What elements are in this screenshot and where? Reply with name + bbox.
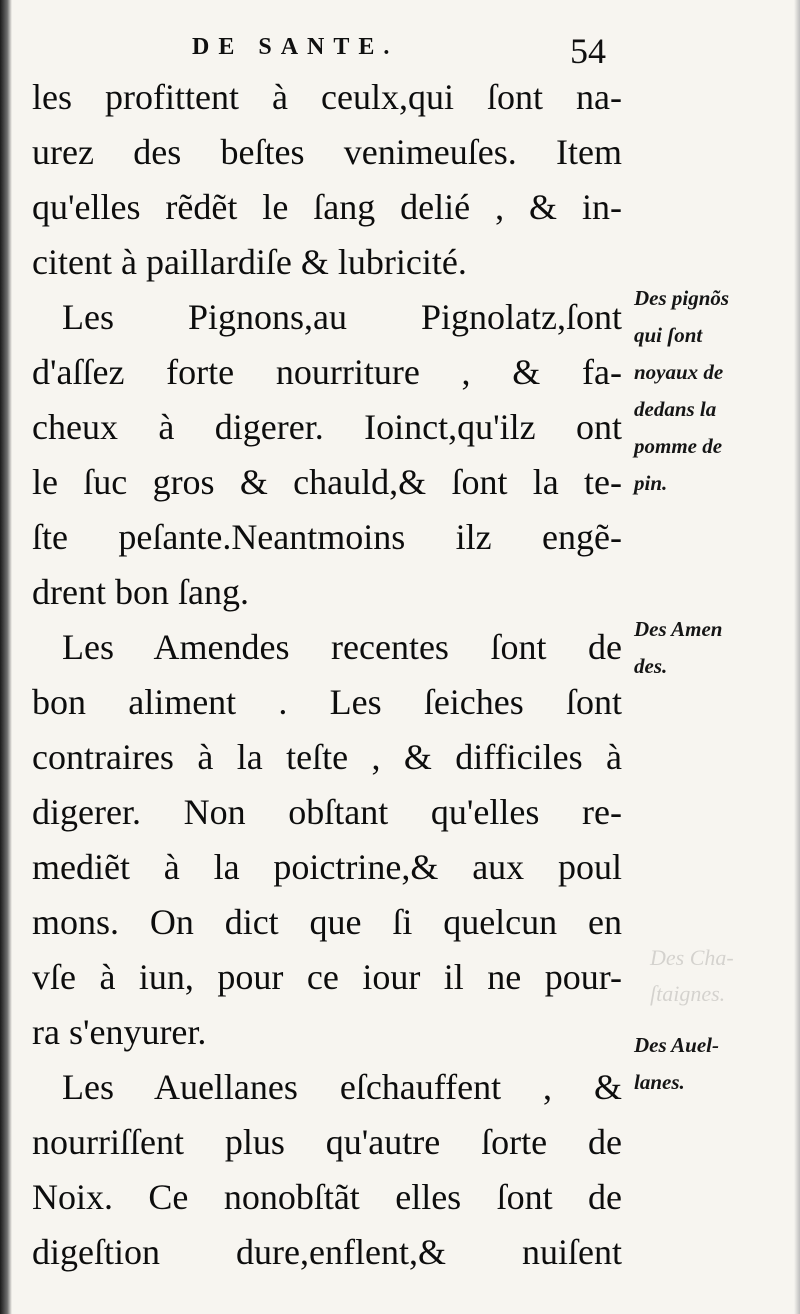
margin-note-line: Des Amen — [634, 617, 723, 641]
margin-note-line: pomme de — [634, 434, 723, 458]
margin-note-line: dedans la — [634, 397, 717, 421]
margin-note-amendes — [634, 611, 794, 685]
text-line: qu'elles rẽdẽt le ſang delié , & in- — [32, 187, 622, 227]
paragraph-start-pignons: Les Pignons,au Pignolatz,ſont — [62, 297, 622, 337]
paragraph-start-amendes: Les Amendes recentes ſont de — [62, 627, 622, 667]
show-through-line: ſtaignes. — [650, 981, 726, 1006]
text-line: ra s'enyurer. — [32, 1012, 207, 1052]
show-through-line: Des Cha- — [650, 945, 734, 970]
text-line: mons. On dict que ſi quelcun en — [32, 902, 622, 942]
text-line: bon aliment . Les ſeiches ſont — [32, 682, 622, 722]
margin-note-line: Des Auel- — [634, 1033, 719, 1057]
margin-note-line: Des pignõs — [634, 286, 730, 310]
margin-note-line: qui ſont — [634, 323, 703, 347]
margin-note-line: des. — [634, 654, 668, 678]
text-line: mediẽt à la poictrine,& aux poul — [32, 847, 622, 887]
running-title: DE SANTE. — [192, 34, 399, 60]
show-through-text — [650, 940, 734, 1012]
text-line: digerer. Non obſtant qu'elles re- — [32, 792, 622, 832]
margin-note-line: pin. — [634, 471, 668, 495]
text-line: nourriſſent plus qu'autre ſorte de — [32, 1122, 622, 1162]
margin-note-line: noyaux de — [634, 360, 724, 384]
text-line: d'aſſez forte nourriture , & fa- — [32, 352, 622, 392]
text-line: ſte peſante.Neantmoins ilz engẽ- — [32, 517, 622, 557]
margin-note-pignons — [634, 280, 794, 502]
text-line: digeſtion dure,enflent,& nuiſent — [32, 1232, 622, 1272]
text-line: citent à paillardiſe & lubricité. — [32, 242, 467, 282]
text-line: contraires à la teſte , & difficiles à — [32, 737, 622, 777]
text-line: le ſuc gros & chauld,& ſont la te- — [32, 462, 622, 502]
text-line: Noix. Ce nonobſtãt elles ſont de — [32, 1177, 622, 1217]
margin-note-line: lanes. — [634, 1070, 685, 1094]
running-head — [30, 30, 630, 70]
text-line: les profittent à ceulx,qui ſont na- — [32, 77, 622, 117]
paragraph-start-auellanes: Les Auellanes eſchauffent , & — [62, 1067, 622, 1107]
page-number: 54 — [570, 31, 606, 71]
body-text — [32, 70, 622, 1280]
margin-note-auellanes — [634, 1027, 794, 1101]
text-line: vſe à iun, pour ce iour il ne pour- — [32, 957, 622, 997]
text-line: cheux à digerer. Ioinct,qu'ilz ont — [32, 407, 622, 447]
text-line: urez des beſtes venimeuſes. Item — [32, 132, 622, 172]
text-line: drent bon ſang. — [32, 572, 249, 612]
